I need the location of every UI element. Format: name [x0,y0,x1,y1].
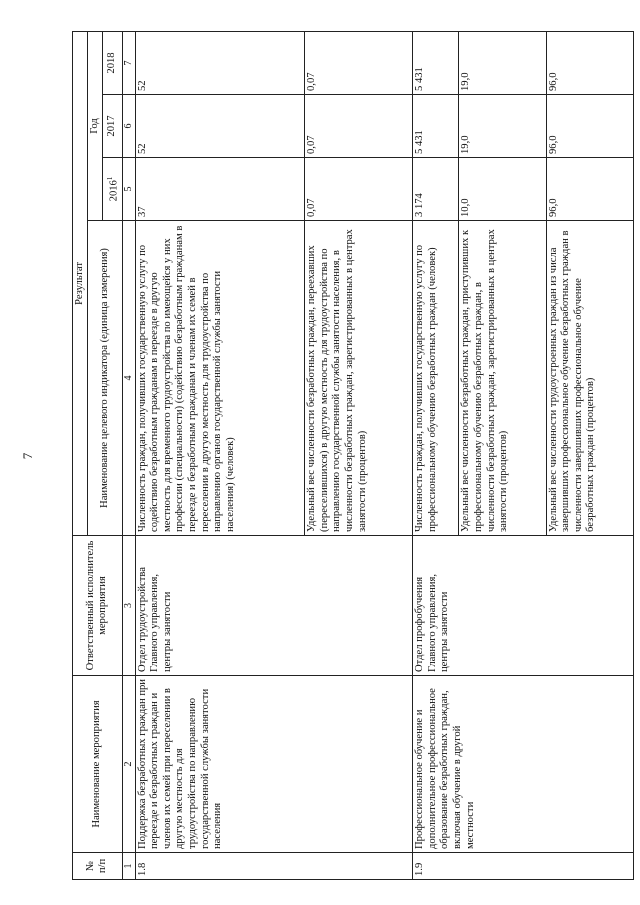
table-row [413,31,459,879]
value-2016: 0,07 [305,158,413,221]
event-name: Поддержка безработных граждан при переезде и безработных граждан и членов их семей при переселении в другую местность для трудоустройства по направлению государственной службы занятости населения [135,676,413,853]
index-cell: 6 [122,95,135,158]
value-2017: 52 [135,95,305,158]
row-num: 1.9 [413,853,634,880]
header-num: № п/п [73,853,123,880]
rotated-page-content [72,32,634,880]
responsible-executor: Отдел трудоустройства Главного управления, центры занятости [135,536,413,676]
value-2018: 5 431 [413,31,459,94]
index-cell: 5 [122,158,135,221]
index-cell: 3 [122,536,135,676]
table-row [135,31,305,879]
header-indicator: Наименование целевого индикатора (единица измерения) [88,221,123,536]
indicator-name: Численность граждан, получивших государственную услугу по содействию безработным гражданам в переезде в другую местность для временного трудоустройства по имеющейся у них профессии (специальности) (содействию безработным гражданам в переезде и безработным гражданам и членам их семей в переселении в другую местность для трудоустройства по направлению органов государственной службы занятости населения) (человек) [135,221,305,536]
indicator-name: Удельный вес численности безработных граждан, переехавших (переселившихся) в другую местность для трудоустройства по направлению государственной службы занятости населения, в численности безработных граждан, зарегистрированных в центрах занятости (процентов) [305,221,413,536]
value-2017: 5 431 [413,95,459,158]
value-2017: 19,0 [459,95,546,158]
index-cell: 7 [122,31,135,94]
program-table [72,31,634,880]
value-2016: 37 [135,158,305,221]
indicator-name: Удельный вес численности трудоустроенных граждан из числа завершивших профессиональное обучение безработных граждан в численности завершивших профессиональное обучение безработных граждан (процентов) [546,221,633,536]
header-responsible: Ответственный исполнитель мероприятия [73,536,123,676]
value-2017: 96,0 [546,95,633,158]
event-name: Профессиональное обучение и дополнительное профессиональное образование безработных граждан, включая обучение в другой местности [413,676,634,853]
responsible-executor: Отдел профобучения Главного управления, центры занятости [413,536,634,676]
value-2016: 10,0 [459,158,546,221]
index-cell: 4 [122,221,135,536]
index-cell: 2 [122,676,135,853]
page-number: 7 [20,452,35,460]
index-cell: 1 [122,853,135,880]
value-2018: 19,0 [459,31,546,94]
value-2018: 96,0 [546,31,633,94]
value-2017: 0,07 [305,95,413,158]
indicator-name: Численность граждан, получивших государственную услугу по профессиональному обучению безработных граждан (человек) [413,221,459,536]
header-year-2016: 2016$^1$ [103,158,123,221]
indicator-name: Удельный вес численности безработных граждан, приступивших к профессиональному обучению безработных граждан, в численности безработных граждан, зарегистрированных в центрах занятости (процентов) [459,221,546,536]
header-year-2017: 2017 [103,95,123,158]
value-2016: 3 174 [413,158,459,221]
value-2018: 0,07 [305,31,413,94]
value-2018: 52 [135,31,305,94]
row-num: 1.8 [135,853,413,880]
header-event: Наименование мероприятия [73,676,123,853]
header-year-2018: 2018 [103,31,123,94]
value-2016: 96,0 [546,158,633,221]
header-result: Результат [73,31,88,535]
header-year: Год [88,31,103,220]
